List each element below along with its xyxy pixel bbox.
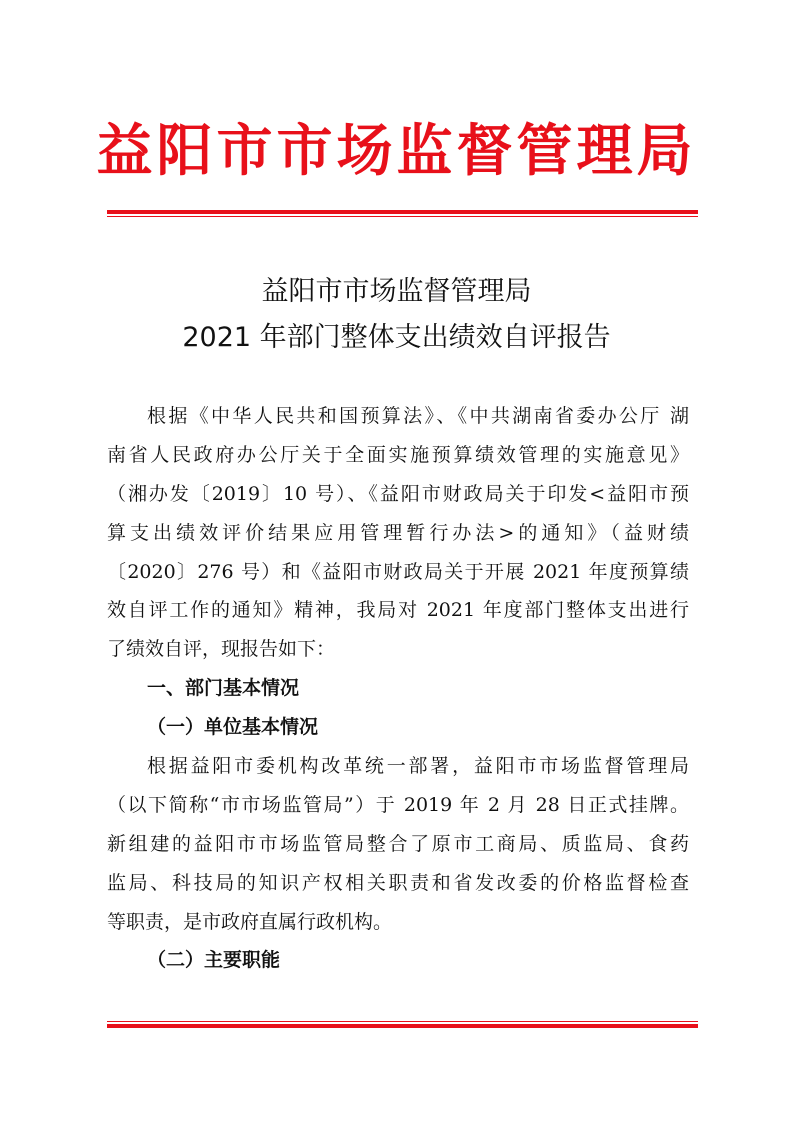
document-title-line1: 益阳市市场监督管理局: [261, 276, 532, 307]
section-heading: 一、部门基本情况: [147, 677, 300, 700]
paragraph-line: 效自评工作的通知》精神，我局对 2021 年度部门整体支出进行: [107, 599, 689, 622]
paragraph-line: 〔2020〕276 号）和《益阳市财政局关于开展 2021 年度预算绩: [107, 560, 689, 583]
document-title-line2: 2021 年部门整体支出绩效自评报告: [182, 322, 611, 353]
letterhead-divider-thin: [107, 216, 698, 217]
footer-divider-thick: [107, 1024, 698, 1028]
paragraph-line: 新组建的益阳市市场监管局整合了原市工商局、质监局、食药: [107, 832, 689, 855]
paragraph-line: 等职责，是市政府直属行政机构。: [107, 910, 393, 933]
paragraph-line: 根据《中华人民共和国预算法》、《中共湖南省委办公厅 湖: [147, 405, 689, 427]
paragraph-line: （以下简称“市市场监管局”）于 2019 年 2 月 28 日正式挂牌。: [107, 793, 689, 816]
paragraph-line: （湘办发〔2019〕10 号）、《益阳市财政局关于印发<益阳市预: [107, 482, 689, 505]
paragraph-line: 监局、科技局的知识产权相关职责和省发改委的价格监督检查: [107, 871, 689, 894]
document-body: [107, 397, 689, 980]
footer-divider-thin: [107, 1021, 698, 1022]
subsection-heading: （二）主要职能: [147, 949, 281, 972]
paragraph-line: 根据益阳市委机构改革统一部署，益阳市市场监督管理局: [147, 755, 689, 778]
paragraph-line: 了绩效自评，现报告如下：: [107, 638, 336, 661]
letterhead-org-name: 益阳市市场监督管理局: [96, 118, 697, 184]
letterhead-divider-thick: [107, 210, 698, 214]
paragraph-line: 算支出绩效评价结果应用管理暂行办法>的通知》（益财绩: [107, 521, 689, 544]
subsection-heading: （一）单位基本情况: [147, 716, 319, 739]
paragraph-line: 南省人民政府办公厅关于全面实施预算绩效管理的实施意见》: [107, 443, 689, 466]
